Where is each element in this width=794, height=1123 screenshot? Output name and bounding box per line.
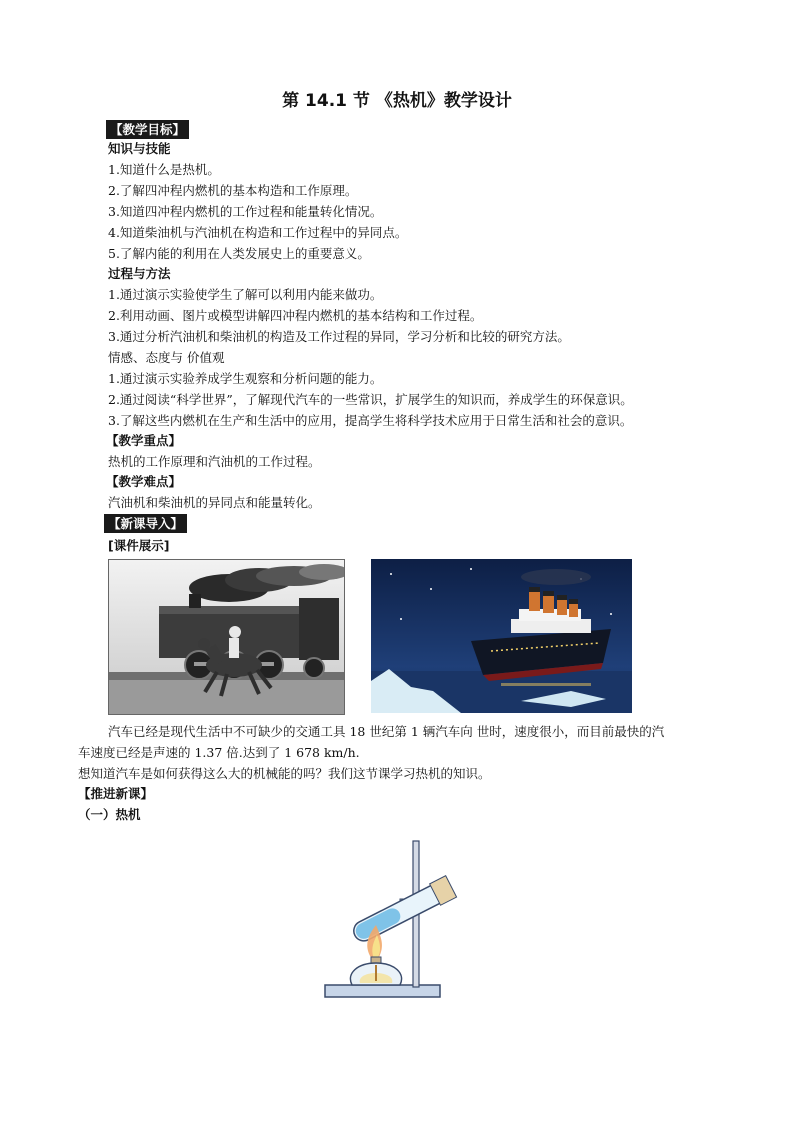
section-heading-heat-engine: （一）热机 — [78, 807, 141, 822]
knowledge-item: 3.知道四冲程内燃机的工作过程和能量转化情况。 — [108, 204, 383, 219]
section-tag-goals: 【教学目标】 — [106, 120, 189, 139]
locomotive-photo — [108, 559, 345, 715]
section-tag-key-point: 【教学重点】 — [106, 433, 182, 448]
process-item: 3.通过分析汽油机和柴油机的构造及工作过程的异同，学习分析和比较的研究方法。 — [108, 329, 570, 344]
knowledge-item: 1.知道什么是热机。 — [108, 162, 220, 177]
process-item: 1.通过演示实验使学生了解可以利用内能来做功。 — [108, 287, 383, 302]
courseware-label: [课件展示] — [108, 538, 170, 553]
knowledge-item: 2.了解四冲程内燃机的基本构造和工作原理。 — [108, 183, 358, 198]
emotion-heading: 情感、态度与 价值观 — [108, 350, 225, 365]
page-title: 第 14.1 节 《热机》教学设计 — [282, 91, 512, 111]
emotion-item: 2.通过阅读“科学世界”，了解现代汽车的一些常识，扩展学生的知识而，养成学生的环保意识。 — [108, 392, 633, 407]
experiment-illustration — [300, 833, 470, 1033]
ship-photo — [371, 559, 632, 713]
process-item: 2.利用动画、图片或模型讲解四冲程内燃机的基本结构和工作过程。 — [108, 308, 483, 323]
knowledge-item: 5.了解内能的利用在人类发展史上的重要意义。 — [108, 246, 370, 261]
knowledge-item: 4.知道柴油机与汽油机在构造和工作过程中的异同点。 — [108, 225, 408, 240]
emotion-item: 3.了解这些内燃机在生产和生活中的应用，提高学生将科学技术应用于日常生活和社会的意识。 — [108, 413, 633, 428]
section-tag-intro: 【新课导入】 — [104, 514, 187, 533]
section-tag-difficulty: 【教学难点】 — [106, 474, 182, 489]
section-tag-new-lesson: 【推进新课】 — [78, 786, 154, 801]
intro-paragraph-line1: 汽车已经是现代生活中不可缺少的交通工具 18 世纪第 1 辆汽车向 世时，速度很小，而目前最快的汽 — [108, 724, 665, 739]
intro-question: 想知道汽车是如何获得这么大的机械能的吗？我们这节课学习热机的知识。 — [78, 766, 491, 781]
difficulty-text: 汽油机和柴油机的异同点和能量转化。 — [108, 495, 321, 510]
key-point-text: 热机的工作原理和汽油机的工作过程。 — [108, 454, 321, 469]
intro-paragraph-line2: 车速度已经是声速的 1.37 倍.达到了 1 678 km/h. — [78, 745, 360, 760]
process-heading: 过程与方法 — [108, 266, 171, 281]
emotion-item: 1.通过演示实验养成学生观察和分析问题的能力。 — [108, 371, 383, 386]
knowledge-heading: 知识与技能 — [108, 141, 171, 156]
